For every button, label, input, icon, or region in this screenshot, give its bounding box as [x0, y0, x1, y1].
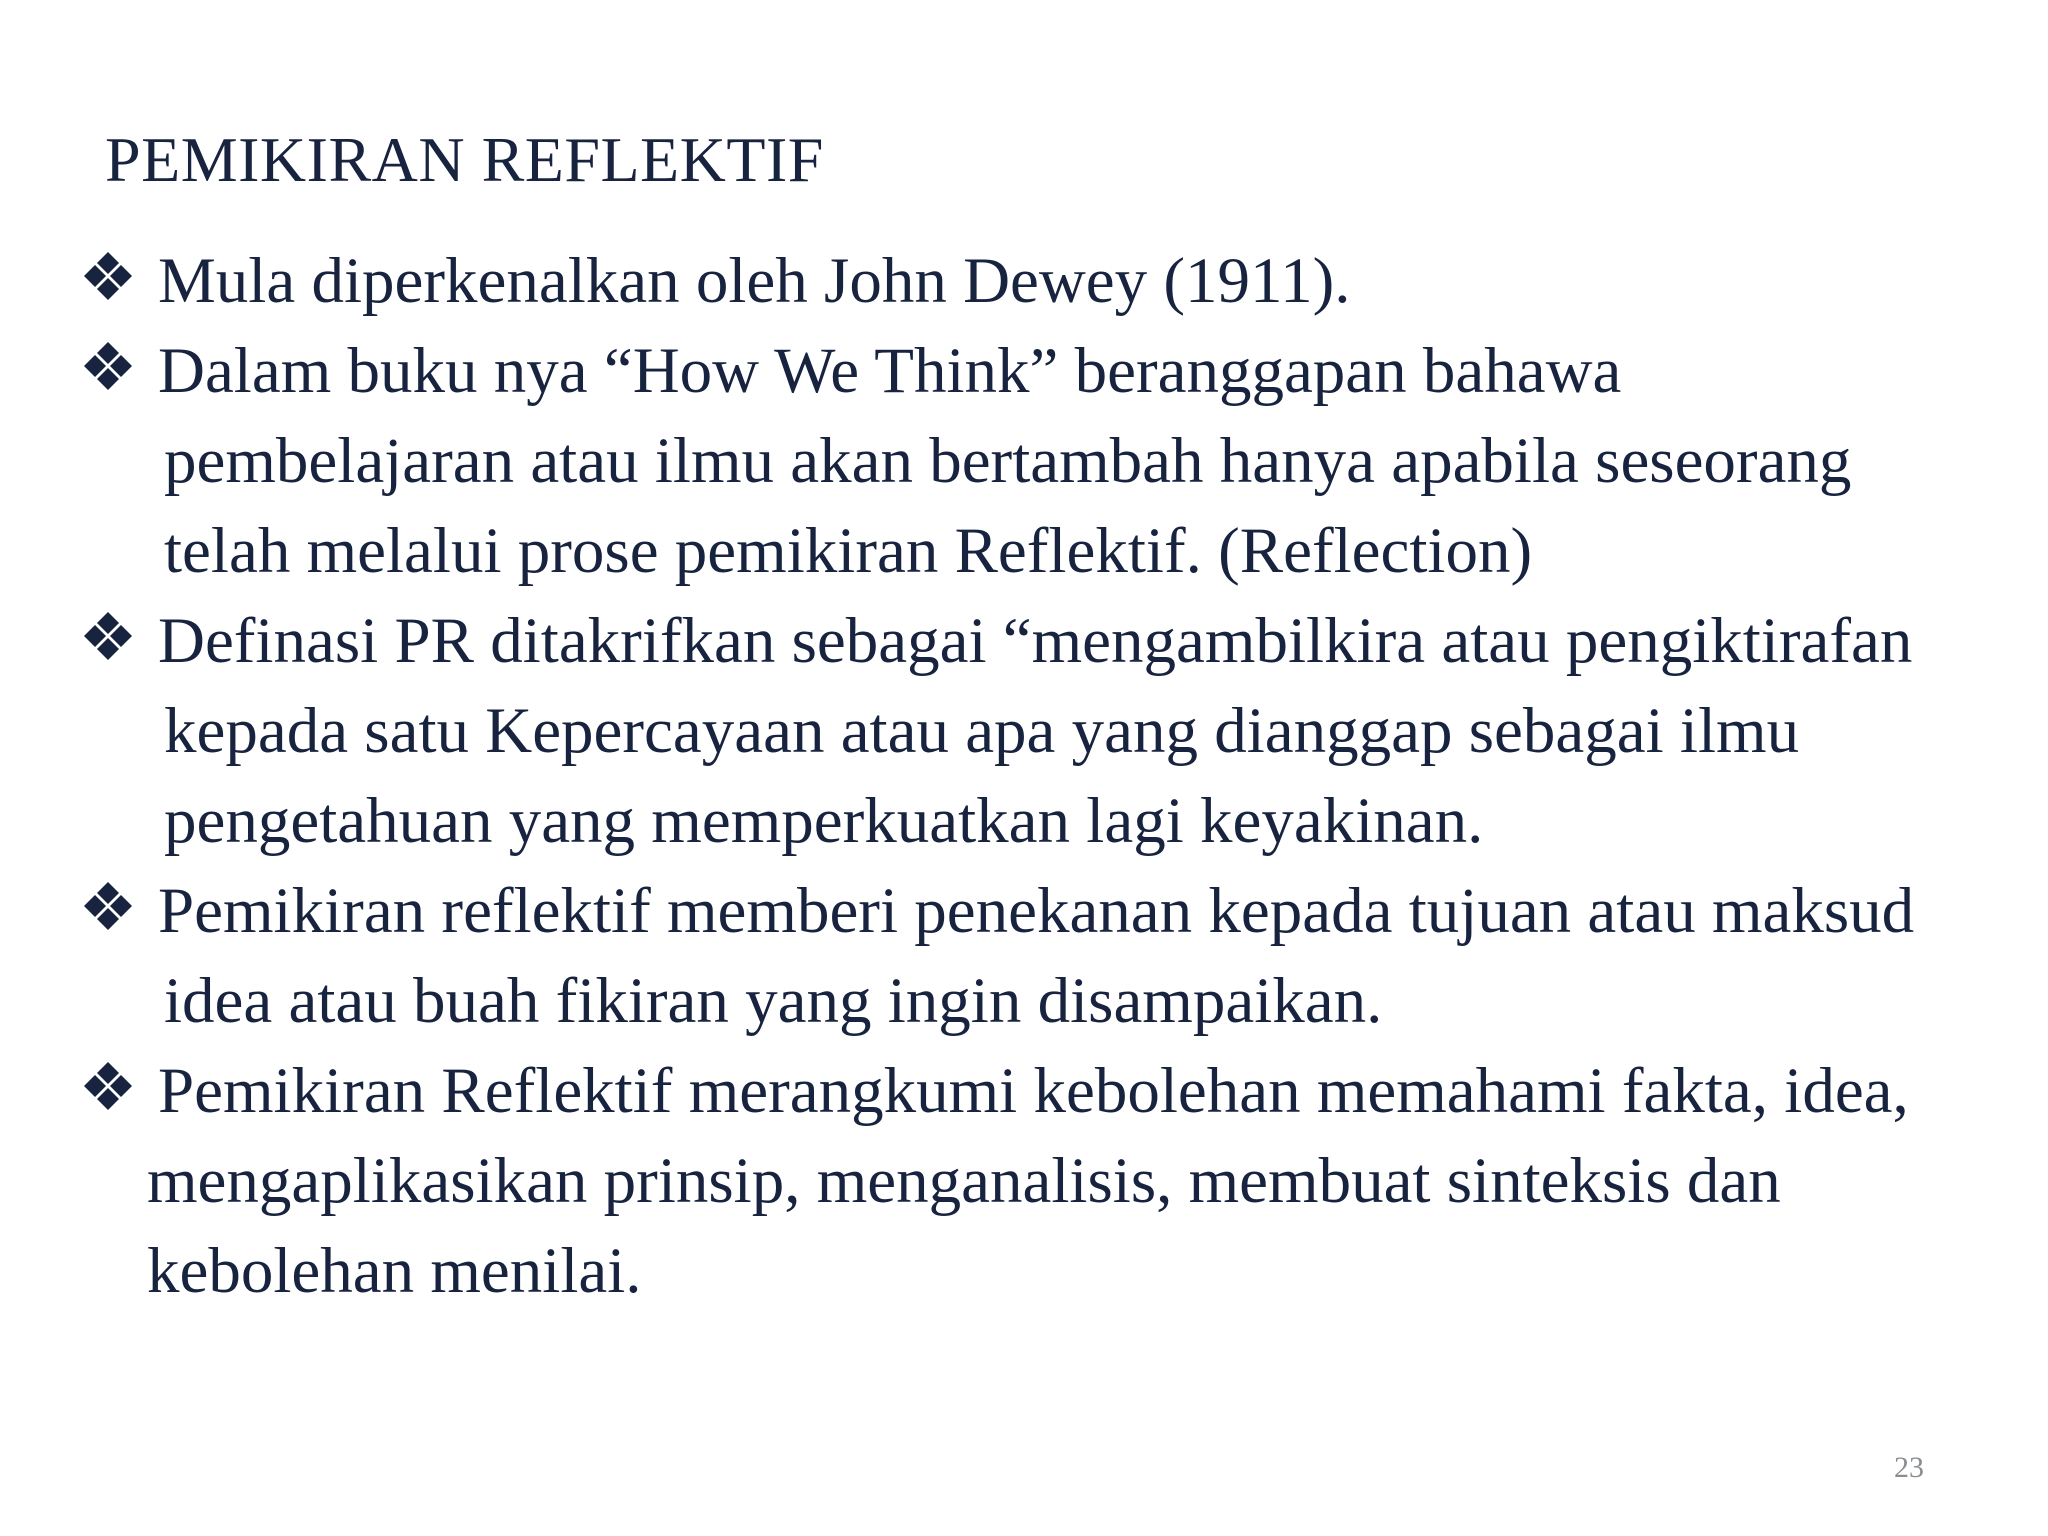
four-diamond-bullet-icon	[82, 340, 134, 392]
bullet-line: kepada satu Kepercayaan atau apa yang dianggap sebagai ilmu	[164, 695, 1800, 767]
bullet-item	[82, 236, 2022, 326]
bullet-line: Pemikiran Reflektif merangkumi kebolehan memahami fakta, idea,	[158, 1055, 1909, 1127]
bullet-line: mengaplikasikan prinsip, menganalisis, membuat sinteksis dan	[147, 1145, 1781, 1217]
four-diamond-bullet-icon	[82, 610, 134, 662]
bullet-line: Dalam buku nya “How We Think” beranggapan bahawa	[158, 335, 1622, 407]
bullet-line: pembelajaran atau ilmu akan bertambah hanya apabila seseorang	[164, 425, 1852, 497]
bullet-line: Pemikiran reflektif memberi penekanan kepada tujuan atau maksud	[158, 875, 1915, 947]
bullet-item	[82, 326, 2022, 596]
bullet-item	[82, 866, 2022, 1046]
bullet-line: pengetahuan yang memperkuatkan lagi keyakinan.	[164, 785, 1484, 857]
four-diamond-bullet-icon	[82, 250, 134, 302]
bullet-line: Definasi PR ditakrifkan sebagai “mengambilkira atau pengiktirafan	[158, 605, 1913, 677]
page-number: 23	[1894, 1451, 1924, 1484]
bullet-line: telah melalui prose pemikiran Reflektif. (Reflection)	[164, 515, 1533, 587]
bullet-item	[82, 596, 2022, 866]
four-diamond-bullet-icon	[82, 880, 134, 932]
bullet-list	[82, 236, 2022, 1316]
four-diamond-bullet-icon	[82, 1060, 134, 1112]
bullet-item	[82, 1046, 2022, 1316]
bullet-line: kebolehan menilai.	[147, 1235, 642, 1307]
slide-title: PEMIKIRAN REFLEKTIF	[105, 124, 824, 195]
bullet-line: Mula diperkenalkan oleh John Dewey (1911).	[158, 245, 1351, 317]
bullet-line: idea atau buah fikiran yang ingin disampaikan.	[164, 965, 1383, 1037]
